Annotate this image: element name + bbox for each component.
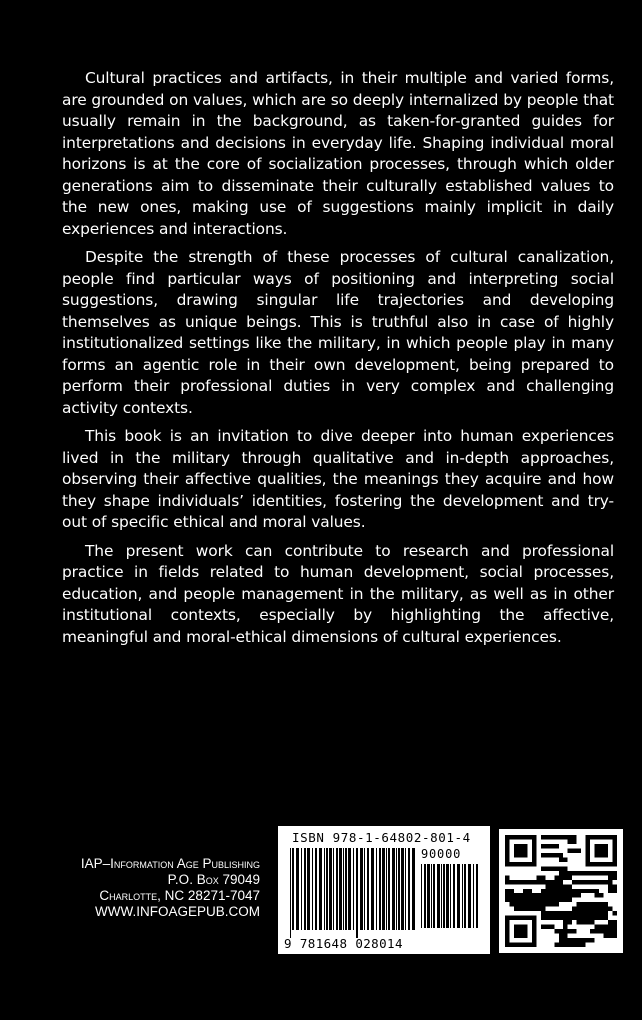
blurb-paragraph-3: This book is an invitation to dive deeper into human experiences lived in the military through qualitative and in-depth approaches, observing their affective qualities, the meanings they acquire and how they shape individuals’ identities, fostering the development and try-out of specific ethical and moral values.	[62, 427, 614, 531]
publisher-address	[81, 856, 260, 920]
addon-barcode-bars	[421, 864, 481, 936]
back-cover-blurb	[62, 68, 614, 655]
price-addon-label: 90000	[421, 847, 462, 861]
isbn-barcode	[278, 826, 490, 954]
blurb-paragraph-1: Cultural practices and artifacts, in their multiple and varied forms, are grounded on values, which are so deeply internalized by people that usually remain in the background, as taken-for-granted guides for interpretations and decisions in everyday life. Shaping individual moral horizons is at the core of socialization processes, through which older generations aim to disseminate their culturally established values to the new ones, making use of suggestions mainly implicit in daily experiences and interactions.	[62, 69, 614, 238]
publisher-website: WWW.INFOAGEPUB.COM	[95, 904, 260, 919]
publisher-city: Charlotte, NC 28271-7047	[99, 888, 260, 903]
blurb-paragraph-4: The present work can contribute to research and professional practice in fields related to human development, social processes, education, and people management in the military, as well as in other institutional contexts, especially by highlighting the affective, meaningful and moral-ethical dimensions of cultural experiences.	[62, 541, 614, 646]
qr-code-pattern	[505, 835, 617, 947]
publisher-name: IAP–Information Age Publishing	[80, 856, 260, 871]
blurb-paragraph-2: Despite the strength of these processes of cultural canalization, people find particular ways of positioning and interpreting social suggestions, drawing singular life trajectories and developing themselves as unique beings. This is truthful also in case of highly institutionalized settings like the military, in which people play in many forms an agentic role in their own development, being prepared to perform their professional duties in very complex and challenging activity contexts.	[62, 248, 614, 417]
qr-code	[499, 829, 623, 953]
ean-digits: 9 781648 028014	[284, 936, 403, 951]
isbn-label: ISBN 978-1-64802-801-4	[292, 830, 471, 845]
publisher-po-box: P.O. Box 79049	[167, 872, 260, 887]
ean-barcode-bars	[290, 848, 416, 938]
